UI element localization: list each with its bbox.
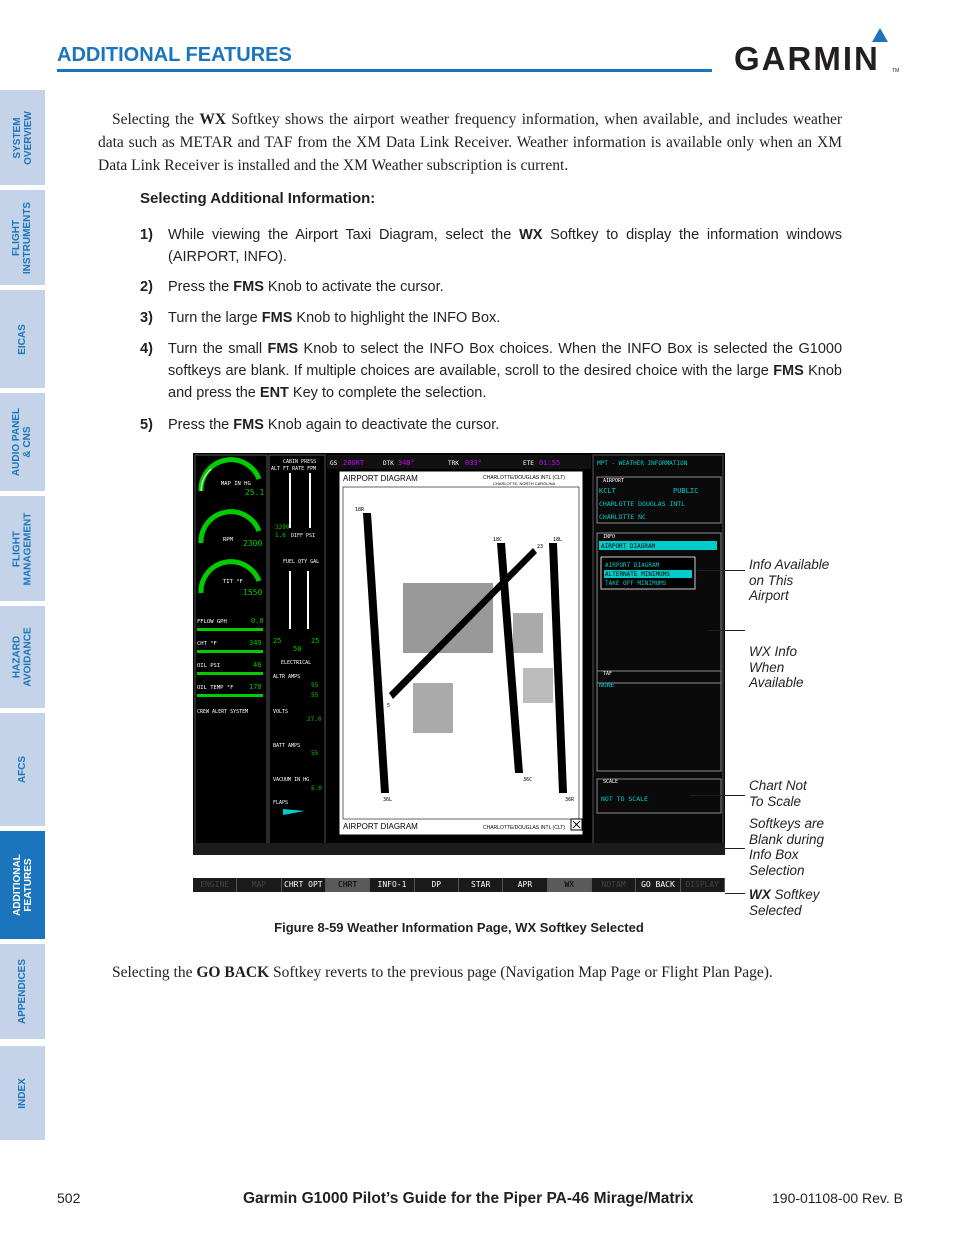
svg-text:RPM: RPM <box>223 537 233 543</box>
softkey-map[interactable]: MAP <box>237 878 281 892</box>
svg-text:AIRPORT DIAGRAM: AIRPORT DIAGRAM <box>343 474 418 483</box>
svg-text:033°: 033° <box>465 459 482 467</box>
svg-text:FFLOW GPH: FFLOW GPH <box>197 619 227 625</box>
tab-flight-management[interactable] <box>0 496 45 601</box>
svg-text:TRK: TRK <box>448 460 459 467</box>
callout-info-available: Info Available on This Airport <box>749 557 830 603</box>
svg-text:0.0: 0.0 <box>251 617 264 625</box>
step-2: 2) Press the FMS Knob to activate the cursor. <box>140 279 444 295</box>
tab-label: INDEX <box>17 1077 28 1109</box>
svg-text:5: 5 <box>387 703 391 709</box>
svg-text:FUEL QTY GAL: FUEL QTY GAL <box>283 559 320 565</box>
softkey-bar <box>193 878 725 892</box>
svg-text:AIRPORT DIAGRAM: AIRPORT DIAGRAM <box>343 822 418 831</box>
svg-text:55: 55 <box>311 692 319 699</box>
softkey-dp[interactable]: DP <box>415 878 459 892</box>
svg-text:CABIN PRESS: CABIN PRESS <box>283 459 317 465</box>
callout-line-info <box>697 570 745 571</box>
tab-flight-instruments[interactable] <box>0 190 45 285</box>
svg-text:TIT °F: TIT °F <box>223 579 243 585</box>
svg-text:18R: 18R <box>355 507 365 513</box>
svg-text:27.0: 27.0 <box>307 716 322 723</box>
softkey-display[interactable]: DISPLAY <box>681 878 725 892</box>
svg-text:ALTERNATE MINIMUMS: ALTERNATE MINIMUMS <box>605 571 671 578</box>
tab-label: SYSTEM OVERVIEW <box>11 110 34 165</box>
svg-text:36C: 36C <box>523 777 533 783</box>
tab-eicas[interactable] <box>0 290 45 388</box>
callout-chart-scale: Chart Not To Scale <box>749 778 807 809</box>
svg-text:50: 50 <box>293 645 302 653</box>
softkey-star[interactable]: STAR <box>459 878 503 892</box>
svg-text:GS: GS <box>330 460 338 467</box>
tab-label: AUDIO PANEL & CNS <box>11 407 34 477</box>
figure-caption: Figure 8-59 Weather Information Page, WX Softkey Selected <box>274 920 644 935</box>
tab-label: ADDITIONAL FEATURES <box>11 854 34 916</box>
tab-index[interactable] <box>0 1046 45 1140</box>
svg-text:INFO: INFO <box>603 534 616 540</box>
callout-wx-softkey: WX Softkey Selected <box>749 887 820 918</box>
tab-label: FLIGHT MANAGEMENT <box>11 512 34 585</box>
callout-softkeys-blank: Softkeys are Blank during Info Box Selection <box>749 816 825 878</box>
svg-text:TM: TM <box>892 68 899 74</box>
softkey-chrt[interactable]: CHRT <box>326 878 370 892</box>
svg-text:OIL TEMP °F: OIL TEMP °F <box>197 685 234 691</box>
svg-text:18L: 18L <box>553 537 563 543</box>
svg-text:01:55: 01:55 <box>539 459 561 467</box>
document-number: 190-01108-00 Rev. B <box>772 1190 904 1206</box>
svg-text:VACUUM IN HG: VACUUM IN HG <box>273 777 310 783</box>
svg-text:SCALE: SCALE <box>603 779 619 785</box>
garmin-logo <box>734 26 899 74</box>
svg-text:PUBLIC: PUBLIC <box>673 487 699 495</box>
svg-text:NONE: NONE <box>599 681 615 689</box>
svg-text:55: 55 <box>311 750 319 757</box>
blank-softkey-row <box>193 843 725 855</box>
weather-info-panel <box>593 455 723 845</box>
header-rule <box>57 69 712 72</box>
tab-label: AFCS <box>16 755 28 784</box>
svg-text:348°: 348° <box>398 459 415 467</box>
softkey-wx[interactable]: WX <box>548 878 592 892</box>
svg-text:VOLTS: VOLTS <box>273 709 289 715</box>
procedure-heading: Selecting Additional Information: <box>140 190 376 207</box>
svg-text:200KT: 200KT <box>343 459 365 467</box>
step-1: 1) While viewing the Airport Taxi Diagram, select the WX Softkey to display the information windows (AIRPORT, INFO). <box>140 227 842 265</box>
tab-label: APPENDICES <box>17 958 29 1025</box>
tab-label: EICAS <box>17 323 28 355</box>
svg-text:170: 170 <box>249 683 262 691</box>
svg-text:ALT FT RATE FPM: ALT FT RATE FPM <box>271 466 317 472</box>
tab-system-overview[interactable] <box>0 90 45 185</box>
softkey-notam[interactable]: NOTAM <box>592 878 636 892</box>
step-5: 5) Press the FMS Knob again to deactivate the cursor. <box>140 417 500 433</box>
callout-line-scale <box>690 795 745 796</box>
softkey-chrt-opt[interactable]: CHRT OPT <box>282 878 326 892</box>
softkey-engine[interactable]: ENGINE <box>193 878 237 892</box>
go-back-paragraph: Selecting the GO BACK Softkey reverts to the previous page (Navigation Map Page or Flight Plan Page). <box>112 964 773 981</box>
callout-line-wxinfo <box>708 630 745 631</box>
svg-text:25: 25 <box>311 637 320 645</box>
svg-text:ELECTRICAL: ELECTRICAL <box>281 660 312 666</box>
tab-audio-panel-cns[interactable] <box>0 393 45 491</box>
softkey-go-back[interactable]: GO BACK <box>636 878 680 892</box>
svg-text:CREW ALERT SYSTEM: CREW ALERT SYSTEM <box>197 709 249 715</box>
svg-text:DIFF PSI: DIFF PSI <box>291 533 316 539</box>
svg-text:AIRPORT DIAGRAM: AIRPORT DIAGRAM <box>605 562 660 569</box>
mfd-screenshot <box>193 453 725 855</box>
rpm-value: 2300 <box>243 539 263 548</box>
svg-text:AIRPORT: AIRPORT <box>603 478 625 484</box>
section-title: ADDITIONAL FEATURES <box>57 44 292 66</box>
step-4: 4) Turn the small FMS Knob to select the INFO Box choices. When the INFO Box is selected the G1000 softkeys are blank. If multiple choices are available, scroll to the desired choice with the large FMS Knob and press the ENT Key to complete the selection. <box>140 341 843 401</box>
svg-text:BATT AMPS: BATT AMPS <box>273 743 301 749</box>
svg-text:OIL PSI: OIL PSI <box>197 663 221 669</box>
svg-text:36R: 36R <box>565 797 575 803</box>
svg-text:CHARLOTTE NC: CHARLOTTE NC <box>599 513 646 521</box>
svg-text:3200: 3200 <box>275 524 290 531</box>
svg-text:23: 23 <box>537 544 544 550</box>
softkey-info-1[interactable]: INFO-1 <box>370 878 414 892</box>
svg-text:TAF: TAF <box>603 671 613 677</box>
callout-line-softkeys <box>718 848 745 849</box>
svg-text:25: 25 <box>273 637 282 645</box>
svg-text:AIRPORT DIAGRAM: AIRPORT DIAGRAM <box>601 543 656 550</box>
logo-text: GARMIN <box>734 40 880 74</box>
tab-label: FLIGHT INSTRUMENTS <box>11 201 34 274</box>
callout-line-wxkey <box>725 893 745 894</box>
tit-value: 1550 <box>243 588 263 597</box>
svg-text:CHT °F: CHT °F <box>197 641 217 647</box>
page-number: 502 <box>57 1190 81 1206</box>
step-3: 3) Turn the large FMS Knob to highlight the INFO Box. <box>140 310 501 326</box>
map-value: 25.1 <box>245 488 265 497</box>
svg-text:46: 46 <box>253 661 262 669</box>
svg-text:KCLT: KCLT <box>599 487 616 495</box>
svg-text:1.6: 1.6 <box>275 532 286 539</box>
svg-text:18C: 18C <box>493 537 503 543</box>
tab-label: HAZARD AVOIDANCE <box>11 627 34 687</box>
svg-text:ALTR AMPS: ALTR AMPS <box>273 674 301 680</box>
airport-diagram-chart <box>339 471 583 835</box>
callout-wx-info: WX Info When Available <box>749 644 804 690</box>
svg-text:DTK: DTK <box>383 460 394 467</box>
svg-text:CHARLOTTE/DOUGLAS INTL (CLT): CHARLOTTE/DOUGLAS INTL (CLT) <box>483 475 565 481</box>
softkey-apr[interactable]: APR <box>503 878 547 892</box>
nav-status-bar <box>327 455 591 469</box>
tab-hazard-avoidance[interactable] <box>0 606 45 708</box>
intro-paragraph: Selecting the WX Softkey shows the airport weather frequency information, when available, and includes weather data such as METAR and TAF from the XM Data Link Receiver. Weather information is available only when an XM Data Link Receiver is installed and the XM Weather subscription is current. <box>98 111 843 174</box>
svg-text:ETE: ETE <box>523 460 534 467</box>
svg-text:TAKE OFF MINIMUMS: TAKE OFF MINIMUMS <box>605 580 667 587</box>
svg-text:FLAPS: FLAPS <box>273 800 289 806</box>
svg-text:CHARLOTTE DOUGLAS INTL: CHARLOTTE DOUGLAS INTL <box>599 500 686 508</box>
svg-text:MAP IN HG: MAP IN HG <box>221 481 251 487</box>
svg-text:5.0: 5.0 <box>311 785 322 792</box>
svg-text:36L: 36L <box>383 797 393 803</box>
tab-afcs[interactable] <box>0 713 45 826</box>
svg-text:MPT - WEATHER INFORMATION: MPT - WEATHER INFORMATION <box>597 460 688 467</box>
tab-appendices[interactable] <box>0 944 45 1039</box>
svg-text:NOT TO SCALE: NOT TO SCALE <box>601 795 648 803</box>
svg-text:55: 55 <box>311 682 319 689</box>
svg-text:CHARLOTTE, NORTH CAROLINA: CHARLOTTE, NORTH CAROLINA <box>493 481 556 486</box>
svg-text:CHARLOTTE/DOUGLAS INTL (CLT): CHARLOTTE/DOUGLAS INTL (CLT) <box>483 825 565 831</box>
guide-title: Garmin G1000 Pilot’s Guide for the Piper PA-46 Mirage/Matrix <box>243 1190 694 1207</box>
svg-text:349: 349 <box>249 639 262 647</box>
